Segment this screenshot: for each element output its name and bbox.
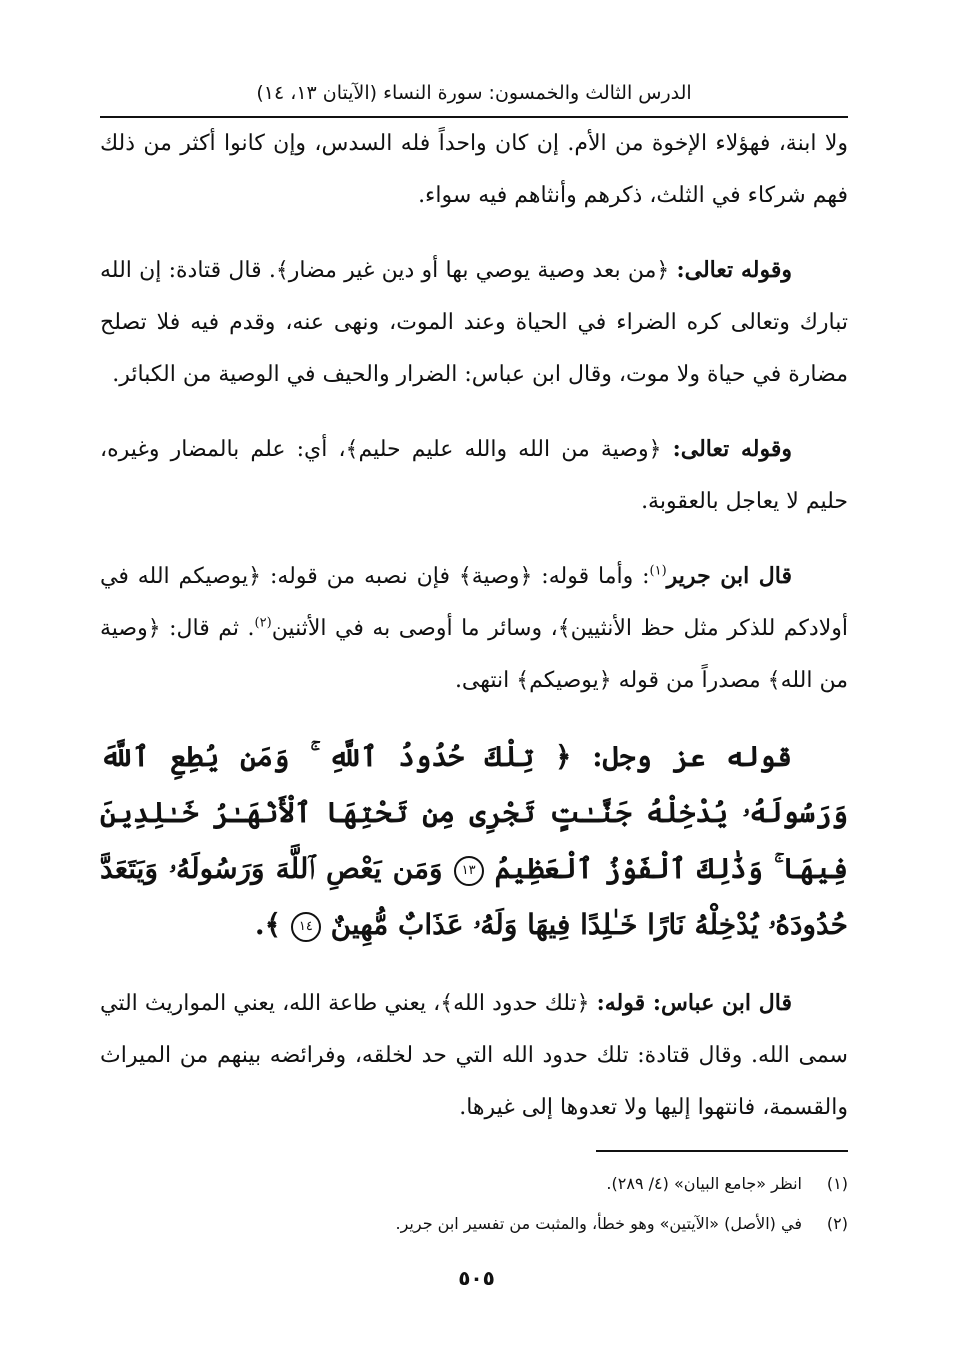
footnote-ref-1[interactable]: (١) <box>649 563 667 579</box>
paragraph-text: ﴿وصية من الله والله عليم حليم﴾، أي: علم بالمضار وغيره، حليم لا يعاجل بالعقوبة. <box>100 437 848 514</box>
paragraph-ibn-jarir <box>100 550 848 707</box>
paragraph-text: ﴿من بعد وصية يوصي بها أو دين غير مضار﴾. قال قتادة: إن الله تبارك وتعالى كره الضراء في الحياة وعند الموت، ونهى عنه، وقدم فيه فلا تصلح مضارة في حياة ولا موت، وقال ابن عباس: الضرار والحيف في الوصية من الكبائر. <box>100 258 848 387</box>
footnote-text: في (الأصل) «الآيتين» وهو خطأ، والمثبت من تفسير ابن جرير. <box>395 1214 802 1233</box>
paragraph-text: ولا ابنة، فهؤلاء الإخوة من الأم. إن كان واحداً فله السدس، وإن كانوا أكثر من ذلك فهم شركاء في الثلث، ذكرهم وأنثاهم فيه سواء. <box>100 131 848 208</box>
paragraph-lead: قال ابن عباس: قوله: <box>596 990 792 1016</box>
paragraph-wasiyya <box>100 423 848 528</box>
verse-text: وَمَن يَعْصِ ٱللَّهَ وَرَسُولَهُۥ وَيَتَعَدَّ حُدُودَهُۥ يُدْخِلْهُ نَارًا خَـٰلِدًا فِيهَا وَلَهُۥ عَذَابٌ مُّهِينٌ <box>100 852 848 941</box>
footnote-ref-2[interactable]: (٢) <box>254 615 272 631</box>
footnotes <box>100 1164 848 1244</box>
ayah-number-14-icon: ١٤ <box>291 912 321 942</box>
ayah-number-13-icon: ١٣ <box>454 856 484 886</box>
paragraph-text: : وأما قوله: ﴿وصية﴾ فإن نصبه من قوله: ﴿يوصيكم الله في أولادكم للذكر مثل حظ الأنثيين﴾، وسائر ما أوصى به في الأثنين <box>100 564 848 641</box>
paragraph-mudar <box>100 244 848 401</box>
footnote-rule <box>596 1150 848 1152</box>
paragraph-lead: وقوله تعالى: <box>676 257 793 283</box>
footnote-number: (٢) <box>826 1214 848 1233</box>
paragraph-lead: قال ابن جرير <box>666 563 792 589</box>
page-body <box>100 118 848 1156</box>
paragraph-ibn-abbas <box>100 977 848 1134</box>
paragraph-text: . ثم قال: ﴿وصية من الله﴾ مصدراً من قوله ﴿يوصيكم﴾ انتهى. <box>100 616 848 693</box>
paragraph-text: ﴿تلك حدود الله﴾، يعني طاعة الله، يعني المواريث التي سمى الله. وقال قتادة: تلك حدود الله التي حد لخلقه، وفرائضه بينهم من الميراث والقسمة، فانتهوا إليها ولا تعدوها إلى غيرها. <box>100 991 848 1120</box>
footnote-number: (١) <box>826 1174 848 1193</box>
verse-lead: قوله عز وجل: <box>592 740 792 773</box>
running-header: الدرس الثالث والخمسون: سورة النساء (الآيتان ١٣، ١٤) <box>256 82 692 104</box>
page-number: ٥٠٥ <box>458 1266 495 1290</box>
verse-text: ﴿ تِلْكَ حُدُودُ ٱللَّهِ ۚ وَمَن يُطِعِ ٱللَّهَ وَرَسُولَهُۥ يُدْخِلْهُ جَنَّـٰتٍ تَجْرِى مِن تَحْتِهَا ٱلْأَنْهَـٰرُ خَـٰلِدِينَ فِيهَا ۚ وَذَٰلِكَ ٱلْفَوْزُ ٱلْعَظِيمُ <box>100 740 848 885</box>
paragraph-continuation <box>100 118 848 222</box>
paragraph-lead: وقوله تعالى: <box>672 436 792 462</box>
quran-verse-block <box>100 729 848 953</box>
footnote-2 <box>100 1204 848 1244</box>
footnote-1 <box>100 1164 848 1204</box>
footnote-text: انظر «جامع البيان» (٤/ ٢٨٩). <box>606 1174 802 1193</box>
verse-text: ﴾. <box>254 908 291 941</box>
